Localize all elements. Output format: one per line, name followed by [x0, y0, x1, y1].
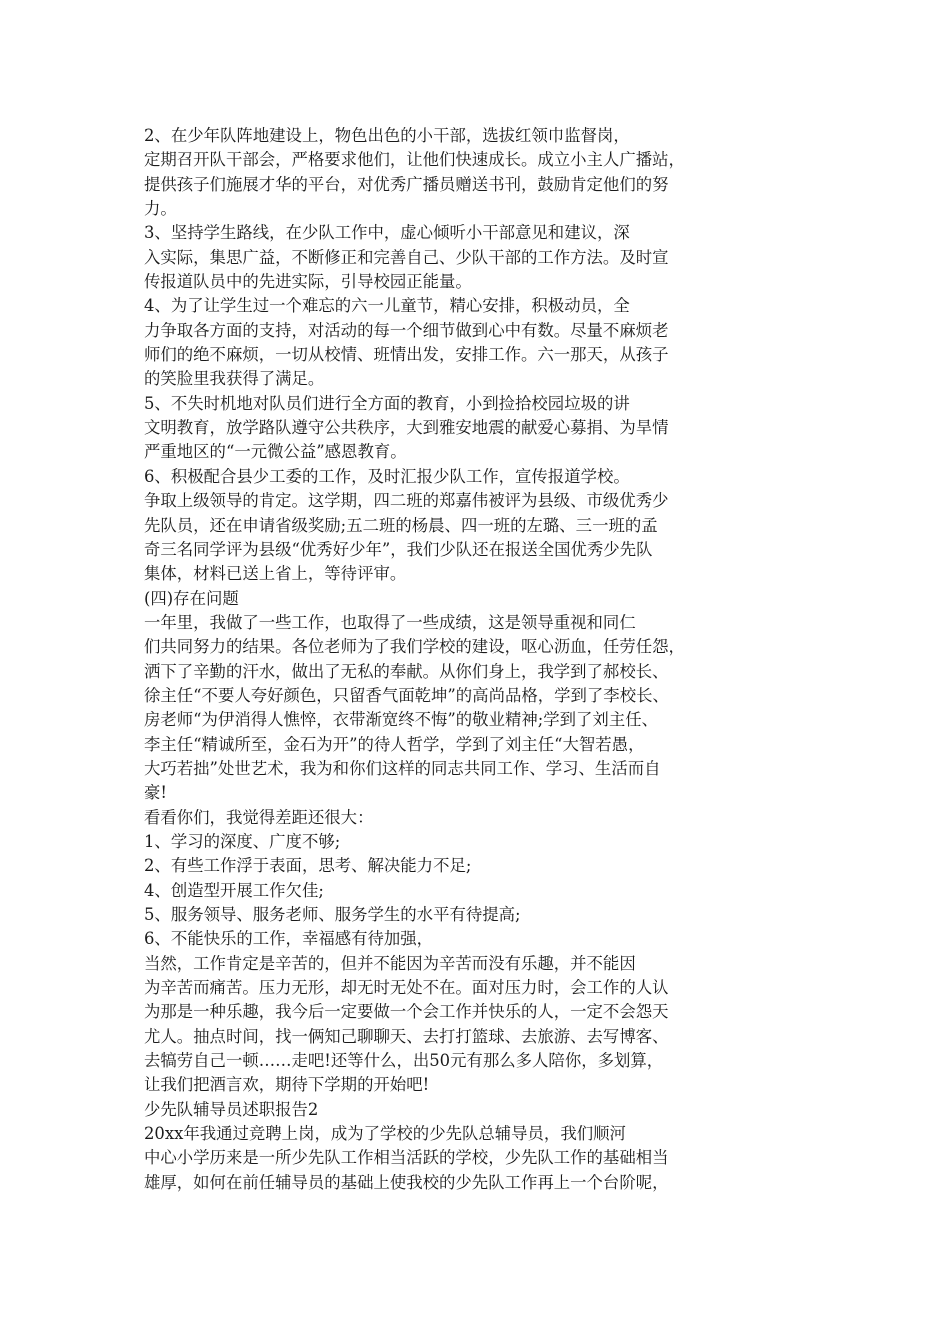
text-line: 3、坚持学生路线，在少队工作中，虚心倾听小干部意见和建议，深	[144, 223, 630, 243]
text-line: 看看你们，我觉得差距还很大：	[144, 807, 374, 827]
text-line: 2、在少年队阵地建设上，物色出色的小干部，选拔红领巾监督岗，	[144, 126, 630, 145]
text-line: 先队员，还在申请省级奖励;五二班的杨晨、四一班的左璐、三一班的孟	[144, 515, 658, 535]
text-line: 房老师“为伊消得人憔悴，衣带渐宽终不悔”的敬业精神;学到了刘主任、	[144, 710, 658, 730]
text-line: 尤人。抽点时间，找一俩知己聊聊天、去打打篮球、去旅游、去写博客、	[144, 1026, 669, 1046]
text-line: 2、有些工作浮于表面，思考、解决能力不足;	[144, 856, 472, 876]
text-line: 去犒劳自己一顿……走吧!还等什么，出50元有那么多人陪你，多划算，	[144, 1051, 664, 1071]
text-line: 定期召开队干部会，严格要求他们，让他们快速成长。成立小主人广播站，	[144, 150, 685, 170]
text-line: 严重地区的“一元微公益”感恩教育。	[144, 442, 407, 462]
document-body	[144, 124, 824, 1195]
text-line: 集体，材料已送上省上，等待评审。	[144, 564, 407, 584]
text-line: 为那是一种乐趣，我今后一定要做一个会工作并快乐的人，一定不会怨天	[144, 1002, 669, 1022]
text-line: 4、创造型开展工作欠佳;	[144, 880, 324, 900]
text-line: 1、学习的深度、广度不够;	[144, 831, 341, 851]
text-line: 让我们把酒言欢，期待下学期的开始吧!	[144, 1075, 430, 1095]
text-line: 提供孩子们施展才华的平台，对优秀广播员赠送书刊，鼓励肯定他们的努	[144, 174, 669, 194]
text-line: 6、不能快乐的工作，幸福感有待加强，	[144, 929, 434, 949]
text-line: 为辛苦而痛苦。压力无形，却无时无处不在。面对压力时，会工作的人认	[144, 978, 669, 998]
text-line: 们共同努力的结果。各位老师为了我们学校的建设，呕心沥血，任劳任怨，	[144, 637, 685, 657]
text-line: 20xx年我通过竞聘上岗，成为了学校的少先队总辅导员，我们顺河	[144, 1124, 626, 1144]
text-line: 洒下了辛勤的汗水，做出了无私的奉献。从你们身上，我学到了郝校长、	[144, 661, 669, 681]
text-line: 5、不失时机地对队员们进行全方面的教育，小到捡拾校园垃圾的讲	[144, 393, 630, 413]
text-line: 李主任“精诚所至，金石为开”的待人哲学，学到了刘主任“大智若愚，	[144, 734, 645, 754]
text-line: 徐主任“不要人夸好颜色，只留香气面乾坤”的高尚品格，学到了李校长、	[144, 685, 669, 705]
text-line: 传报道队员中的先进实际，引导校园正能量。	[144, 272, 472, 292]
text-line: 雄厚，如何在前任辅导员的基础上使我校的少先队工作再上一个台阶呢，	[144, 1172, 669, 1192]
text-line: 大巧若拙”处世艺术，我为和你们这样的同志共同工作、学习、生活而自	[144, 758, 661, 778]
text-line: 当然，工作肯定是辛苦的，但并不能因为辛苦而没有乐趣，并不能因	[144, 953, 636, 973]
text-line: 一年里，我做了一些工作，也取得了一些成绩，这是领导重视和同仁	[144, 612, 636, 632]
text-line: 4、为了让学生过一个难忘的六一儿童节，精心安排，积极动员，全	[144, 296, 630, 316]
text-line: 6、积极配合县少工委的工作，及时汇报少队工作，宣传报道学校。	[144, 466, 630, 486]
text-line: 5、服务领导、服务老师、服务学生的水平有待提高;	[144, 905, 521, 924]
text-line: 少先队辅导员述职报告2	[144, 1099, 319, 1119]
text-line: 争取上级领导的肯定。这学期，四二班的郑嘉伟被评为县级、市级优秀少	[144, 491, 669, 511]
text-line: 力争取各方面的支持，对活动的每一个细节做到心中有数。尽量不麻烦老	[144, 320, 669, 340]
text-line: (四)存在问题	[144, 588, 239, 608]
text-line: 师们的绝不麻烦，一切从校情、班情出发，安排工作。六一那天，从孩子	[144, 345, 669, 365]
text-line: 的笑脸里我获得了满足。	[144, 369, 325, 389]
text-line: 入实际，集思广益，不断修正和完善自己、少队干部的工作方法。及时宣	[144, 247, 669, 267]
text-line: 中心小学历来是一所少先队工作相当活跃的学校，少先队工作的基础相当	[144, 1148, 669, 1168]
text-line: 力。	[144, 199, 177, 219]
text-line: 豪!	[144, 783, 167, 803]
text-line: 文明教育，放学路队遵守公共秩序，大到雅安地震的献爱心募捐、为旱情	[144, 418, 669, 438]
text-line: 奇三名同学评为县级“优秀好少年”，我们少队还在报送全国优秀少先队	[144, 539, 653, 559]
